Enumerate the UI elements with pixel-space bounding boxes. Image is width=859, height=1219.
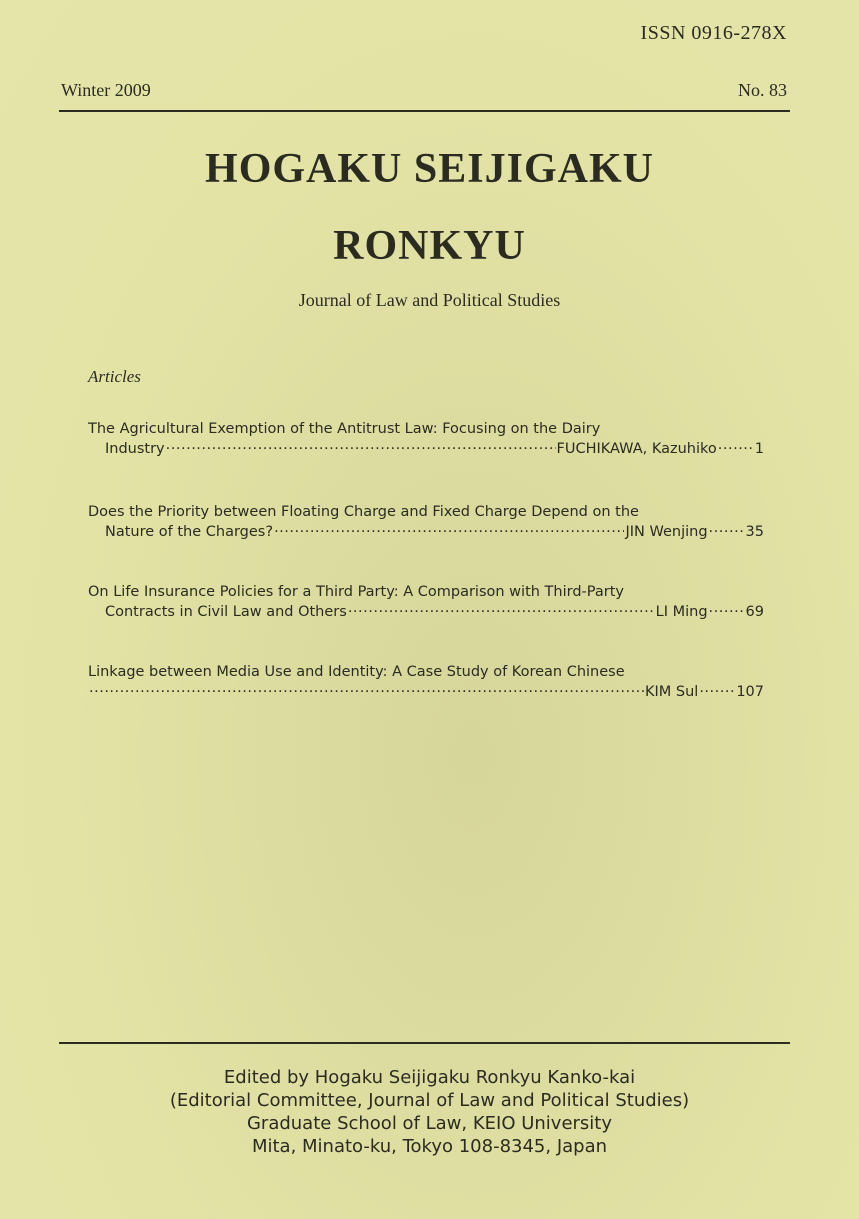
top-divider [59,110,790,112]
article-title-line2: Industry [105,441,165,457]
issue-number: No. 83 [738,80,787,100]
article-title-line1: Linkage between Media Use and Identity: A Case Study of Korean Chinese [88,664,625,680]
article-author: FUCHIKAWA, Kazuhiko [556,441,717,457]
leader-dots [89,682,644,702]
issue-season: Winter 2009 [61,80,151,100]
leader-dots [274,522,624,542]
bottom-divider [59,1042,790,1044]
article-entry [88,662,764,702]
article-title-line2-row [88,522,764,542]
article-title-line2: Nature of the Charges? [105,524,274,540]
leader-dots [718,439,754,459]
article-entry [88,502,764,542]
section-label-articles: Articles [88,367,141,386]
journal-subtitle: Journal of Law and Political Studies [298,290,561,310]
article-author: LI Ming [655,604,708,620]
article-entry [88,419,764,459]
article-page: 107 [736,684,764,700]
article-author: JIN Wenjing [625,524,708,540]
leader-dots [709,522,745,542]
publisher-line3: Graduate School of Law, KEIO University [246,1113,613,1134]
issn-number: ISSN 0916-278X [640,22,787,44]
journal-title-line2: RONKYU [333,223,526,269]
article-entry [88,582,764,622]
leader-dots [709,602,745,622]
article-page: 69 [745,604,764,620]
leader-dots [166,439,556,459]
publisher-line1: Edited by Hogaku Seijigaku Ronkyu Kanko-kai [223,1067,636,1088]
publisher-info [0,1066,859,1158]
publisher-line4: Mita, Minato-ku, Tokyo 108-8345, Japan [251,1136,608,1157]
article-title-line1: The Agricultural Exemption of the Antitrust Law: Focusing on the Dairy [88,421,601,437]
article-title-line2: Contracts in Civil Law and Others [105,604,347,620]
leader-dots [348,602,655,622]
leader-dots [699,682,735,702]
article-title-line1: Does the Priority between Floating Charge and Fixed Charge Depend on the [88,504,639,520]
publisher-line2: (Editorial Committee, Journal of Law and Political Studies) [169,1090,690,1111]
article-title-line1: On Life Insurance Policies for a Third Party: A Comparison with Third-Party [88,584,624,600]
article-page: 1 [754,441,764,457]
article-author: KIM Sul [644,684,699,700]
article-title-line2-row [88,682,764,702]
journal-title-line1: HOGAKU SEIJIGAKU [205,146,654,192]
article-page: 35 [745,524,764,540]
article-title-line2-row [88,602,764,622]
article-title-line2-row [88,439,764,459]
